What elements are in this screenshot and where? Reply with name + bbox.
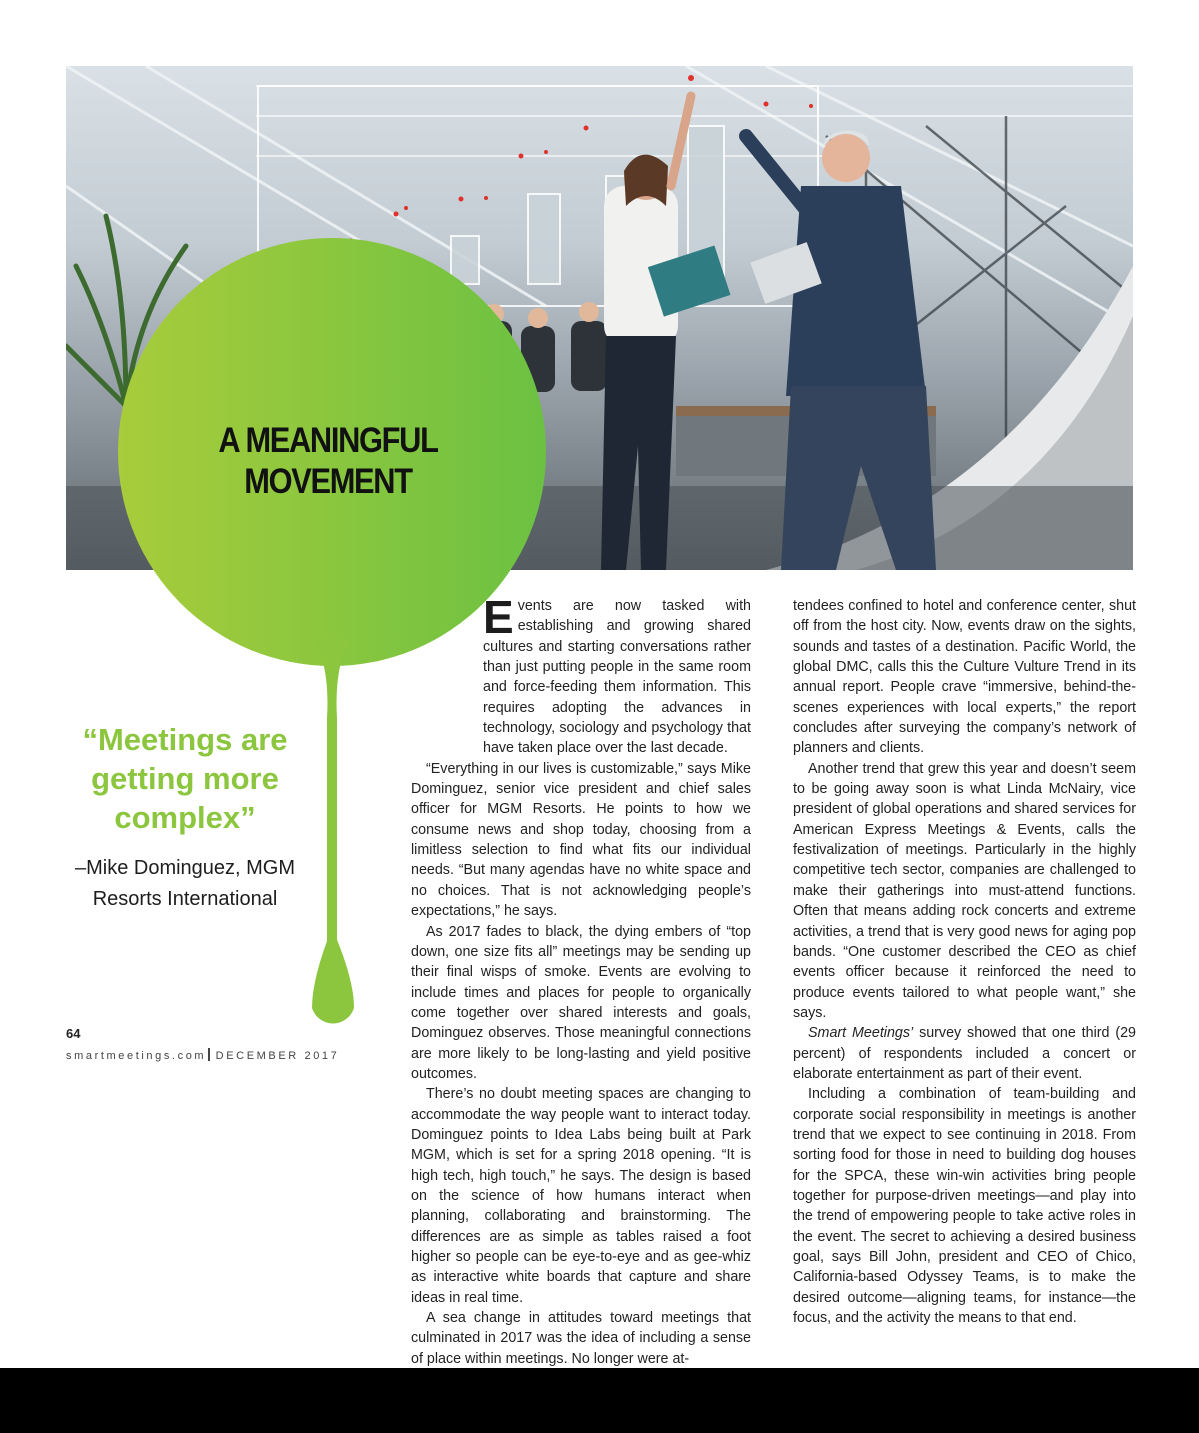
bottom-bar bbox=[0, 1368, 1199, 1433]
folio bbox=[66, 1048, 339, 1062]
pull-quote bbox=[40, 720, 330, 837]
attribution-line: Resorts International bbox=[92, 888, 278, 910]
article-paragraph: As 2017 fades to black, the dying embers of “top down, one size fits all” meetings may be sending up their final wisps of smoke. Events are evolving to include times and places for people to organically come together over shared interests and goals, Dominguez observes. Those meaningful connections are more likely to be long-lasting and yield positive outcomes. bbox=[411, 923, 751, 1082]
article-paragraph: A sea change in attitudes toward meetings that culminated in 2017 was the idea of including a sense of place within meetings. No longer were at- bbox=[411, 1310, 751, 1367]
article-paragraph: “Everything in our lives is customizable,” says Mike Dominguez, senior vice president and chief sales officer for MGM Resorts. He points to how we consume news and shop today, choosing from a limitless selection to find what fits our individual needs. “But many agendas have no white space and no choices. That is not acknowledging people’s expectations,” he says. bbox=[411, 760, 751, 920]
folio-divider bbox=[208, 1048, 210, 1061]
pull-quote-line: getting more bbox=[91, 761, 279, 796]
drop-cap: E bbox=[483, 591, 514, 643]
issue-date: DECEMBER 2017 bbox=[215, 1050, 340, 1062]
pull-quote-attribution bbox=[40, 853, 330, 915]
article-column-1 bbox=[411, 591, 751, 1369]
article-paragraph: Another trend that grew this year and doesn’t seem to be going away soon is what Linda McNairy, vice president of global operations and shared services for American Express Meetings & Events, calls the festivalization of meetings. Particularly in the highly competitive tech sector, companies are challenged to make their gatherings into must-attend functions. Often that means adding rock concerts and extreme activities, a trend that is very good news for aging pop bands. “One customer described the CEO as chief events officer because it reinforced the need to produce events tailored to what people want,” she says. bbox=[793, 760, 1136, 1021]
pull-quote-line: “Meetings are bbox=[82, 722, 288, 757]
article-paragraph: There’s no doubt meeting spaces are changing to accommodate the way people want to interact today. Dominguez points to Idea Labs being built at Park MGM, which is set for a spring 2018 opening. “It is high tech, high touch,” he says. The design is based on the science of how humans interact when planning, collaborating and brainstorming. The differences are as simple as tables raised a foot higher so people can be eye-to-eye and as gee-whiz as interactive white boards that capture and share ideas in real time. bbox=[411, 1086, 751, 1306]
attribution-line: –Mike Dominguez, MGM bbox=[74, 857, 296, 879]
headline-line-1: A MEANINGFUL bbox=[218, 421, 438, 460]
article-paragraph: Smart Meetings’ survey showed that one third (29 percent) of respondents included a concert or elaborate entertainment as part of their event. bbox=[793, 1025, 1136, 1082]
article-paragraph: Including a combination of team-building and corporate social responsibility in meetings is another trend that we expect to see continuing in 2018. From sorting food for those in need to building dog houses for the SPCA, these win-win activities bring people together for purpose-driven meetings—and play into the trend of empowering people to take active roles in the event. The secret to achieving a desired business goal, says Bill John, president and CEO of Chico, California-based Odyssey Teams, is to make the desired outcome—aligning teams, for instance—the focus, and the activity the means to that end. bbox=[793, 1086, 1136, 1327]
site-name: smartmeetings.com bbox=[66, 1050, 207, 1062]
article-paragraph: tendees confined to hotel and conference center, shut off from the host city. Now, events draw on the sights, sounds and tastes of a destination. Pacific World, the global DMC, calls this the Culture Vulture Trend in its annual report. People crave “immersive, behind-the-scenes experiences with local experts,” the report concludes after surveying the company’s network of planners and clients. bbox=[793, 598, 1136, 757]
article-headline bbox=[196, 420, 460, 502]
page-number: 64 bbox=[66, 1026, 81, 1041]
pull-quote-line: complex” bbox=[114, 800, 256, 835]
article-column-2 bbox=[793, 596, 1136, 1328]
publication-name: Smart Meetings’ bbox=[808, 1025, 914, 1042]
headline-line-2: MOVEMENT bbox=[244, 462, 412, 501]
article-paragraph: Events are now tasked with establishing and growing shared cultures and starting conversations rather than just putting people in the same room and force-feeding them information. This requires adopting the advances in technology, sociology and psychology that have taken place over the last decade. bbox=[483, 591, 751, 757]
